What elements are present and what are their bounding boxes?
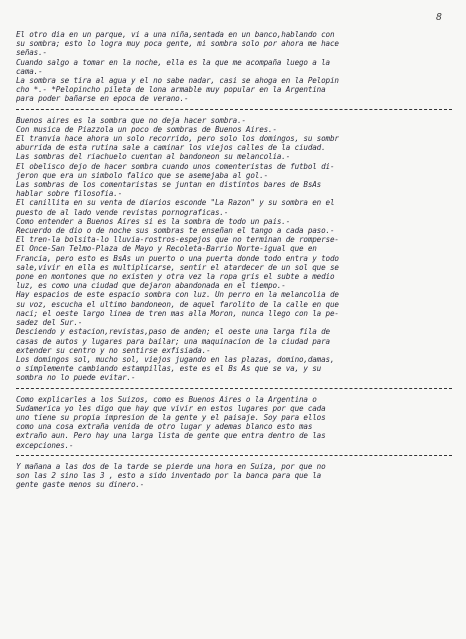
text-section bbox=[16, 30, 452, 104]
text-line: La sombra se tira al agua y el no sabe nadar, casi se ahoga en la Pelopin bbox=[16, 76, 339, 86]
text-line: luz, es como una ciudad que dejaron abandonada en el tiempo.- bbox=[16, 281, 286, 291]
text-line: como una cosa extraña venida de otro lugar y ademas blanco esto mas bbox=[16, 422, 313, 432]
text-line: uno tiene su propia impresion de la gente y el paisaje. Soy para ellos bbox=[16, 412, 326, 422]
document-body bbox=[16, 30, 452, 489]
text-line: El Once-San Telmo-Plaza de Mayo y Recoleta-Barrio Norte-igual que en bbox=[16, 244, 317, 254]
text-line: hablar sobre filosofia.- bbox=[16, 189, 123, 199]
text-line: Hay espacios de este espacio sombra con luz. Un perro en la melancolia de bbox=[16, 290, 339, 300]
text-section bbox=[16, 116, 452, 383]
text-line: Como explicarles a los Suizos, como es Buenos Aires o la Argentina o bbox=[16, 394, 317, 404]
text-line: o simplemente cambiando estampillas, este es el Bs As que se va, y su bbox=[16, 364, 322, 374]
text-line: su sombra; esto lo logra muy poca gente, mi sombra solo por ahora me hace bbox=[16, 39, 339, 49]
text-line: Buenos aires es la sombra que no deja hacer sombra.- bbox=[16, 115, 246, 125]
text-line: Y mañana a las dos de la tarde se pierde una hora en Suiza, por que no bbox=[16, 461, 326, 471]
text-line: naci; el oeste largo linea de tren mas alla Moron, nunca llego con la pe- bbox=[16, 308, 339, 318]
text-line: para poder bañarse en epoca de verano.- bbox=[16, 94, 189, 104]
text-line: su voz, escucha el ultimo bandoneon, de aquel farolito de la calle en que bbox=[16, 299, 339, 309]
text-line: Las sombras del riachuelo cuentan al bandoneon su melancolia.- bbox=[16, 152, 291, 162]
text-line: El obelisco dejo de hacer sombra cuando unos comenteristas de futbol di- bbox=[16, 161, 335, 171]
text-line: cho *.- *Pelopincho pileta de lona armable muy popular en la Argentina bbox=[16, 85, 326, 95]
text-line: sadez del Sur.- bbox=[16, 318, 83, 328]
text-line: excepciones.- bbox=[16, 440, 74, 450]
section-divider bbox=[16, 455, 452, 456]
text-line: El tranvia hace ahora un solo recorrido, pero solo los domingos, su sombr bbox=[16, 134, 339, 144]
text-line: El canillita en su venta de diarios esconde "La Razon" y su sombra en el bbox=[16, 198, 335, 208]
text-line: sombra no lo puede evitar.- bbox=[16, 373, 136, 383]
text-line: Como entender a Buenos Aires si es la sombra de todo un pais.- bbox=[16, 216, 291, 226]
text-line: extender su centro y no sentirse exfisiada.- bbox=[16, 345, 211, 355]
text-line: sale,vivir en ella es multiplicarse, sentir el atardecer de un sol que se bbox=[16, 262, 339, 272]
text-section bbox=[16, 395, 452, 450]
section-divider bbox=[16, 388, 452, 389]
text-line: Cuando salgo a tomar en la noche, ella es la que me acompaña luego a la bbox=[16, 57, 330, 67]
text-line: extraño aun. Pero hay una larga lista de gente que entra dentro de las bbox=[16, 431, 326, 441]
text-section bbox=[16, 462, 452, 490]
text-line: Francia, pero esto es BsAs un puerto o una puerta donde todo entra y todo bbox=[16, 253, 339, 263]
text-line: Las sombras de los comentaristas se juntan en distintos bares de BsAs bbox=[16, 180, 322, 190]
text-line: son las 2 sino las 3 , esto a sido inventado por la banca para que la bbox=[16, 470, 322, 480]
text-line: El otro dia en un parque, vi a una niña,sentada en un banco,hablando con bbox=[16, 30, 335, 39]
text-line: puesto de al lado vende revistas pornograficas.- bbox=[16, 207, 229, 217]
text-line: Desciendo y estacion,revistas,paso de anden; el oeste una larga fila de bbox=[16, 327, 330, 337]
text-line: cama.- bbox=[16, 66, 43, 76]
page-number: 8 bbox=[435, 12, 442, 23]
text-line: señas.- bbox=[16, 48, 47, 58]
text-line: Sudamerica yo les digo que hay que vivir en estos lugares por que cada bbox=[16, 403, 326, 413]
text-line: jeron que era un simbolo falico que se asemejaba al gol.- bbox=[16, 170, 269, 180]
text-line: aburrida de esta rutina sale a caminar los viejos calles de la ciudad. bbox=[16, 143, 326, 153]
text-line: Los domingos sol, mucho sol, viejos jugando en las plazas, domino,damas, bbox=[16, 354, 335, 364]
text-line: Con musica de Piazzola un poco de sombras de Buenos Aires.- bbox=[16, 124, 277, 134]
text-line: casas de autos y lugares para bailar; una maquinacion de la ciudad para bbox=[16, 336, 330, 346]
text-line: Recuerdo de dio o de noche sus sombras te enseñan el tango a cada paso.- bbox=[16, 226, 335, 236]
text-line: gente gaste menos su dinero.- bbox=[16, 480, 145, 490]
text-line: El tren-la bolsita-lo lluvia-rostros-espejos que no terminan de romperse- bbox=[16, 235, 339, 245]
section-divider bbox=[16, 109, 452, 110]
text-line: pone en montones que no existen y otra vez la ropa gris el subte a medio bbox=[16, 272, 335, 282]
